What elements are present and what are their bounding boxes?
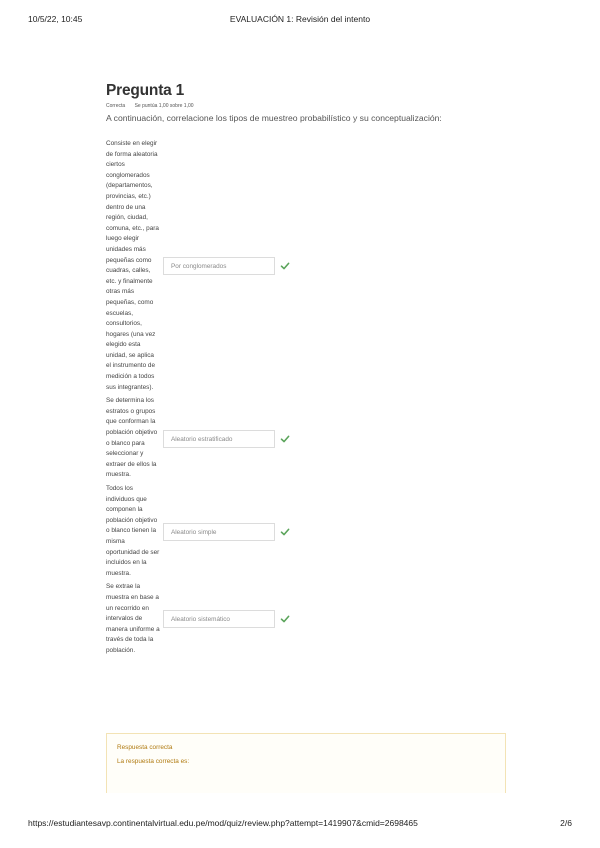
print-footer [28,818,572,830]
match-description: Todos los individuos que componen la población objetivo o blanco tienen la misma oportunidad de ser incluidos en la muestra. [106,485,160,577]
match-description: Consiste en elegir de forma aleatoria ciertos conglomerados (departamentos, provincias, etc.) dentro de una región, ciudad, comuna, etc., para luego elegir unidades más pequeñas como cuadras, calles, etc. y finalmente otras más pequeñas, como escuelas, consultorios, hogares (una vez elegido esta unidad, se aplica el instrumento de medición a todos sus integrantes). [106,140,159,391]
check-icon [280,261,290,271]
match-row [106,484,306,579]
answer-select[interactable]: Aleatorio estratificado [163,430,275,448]
print-date: 10/5/22, 10:45 [28,14,83,24]
print-page-title: EVALUACIÓN 1: Revisión del intento [229,14,371,24]
answer-select[interactable]: Aleatorio simple [163,523,275,541]
check-icon [280,434,290,444]
match-description: Se extrae la muestra en base a un recorrido en intervalos de manera uniforme a través de toda la población. [106,583,160,654]
feedback-answer-intro: La respuesta correcta es: [117,758,190,765]
print-page-number: 2/6 [560,818,572,828]
feedback-title: Respuesta correcta [117,744,173,751]
question-block [106,82,508,123]
print-url: https://estudiantesavp.continentalvirtual.edu.pe/mod/quiz/review.php?attempt=1419907&cmid=2698465 [28,818,418,828]
question-status: Correcta [106,103,126,109]
match-description: Se determina los estratos o grupos que conforman la población objetivo o blanco para seleccionar y extraer de ellos la muestra. [106,397,158,479]
feedback-box [106,733,506,793]
check-icon [280,527,290,537]
answer-select[interactable]: Aleatorio sistemático [163,610,275,628]
match-row [106,139,306,393]
match-row [106,396,306,481]
question-score: Se puntúa 1,00 sobre 1,00 [134,103,194,109]
match-row [106,582,306,656]
answer-select[interactable]: Por conglomerados [163,257,275,275]
match-table [106,139,306,657]
question-info [106,103,508,110]
question-prompt: A continuación, correlacione los tipos de muestreo probabilístico y su conceptualización: [106,113,442,123]
print-header [28,14,572,26]
check-icon [280,614,290,624]
question-title: Pregunta 1 [106,82,185,99]
